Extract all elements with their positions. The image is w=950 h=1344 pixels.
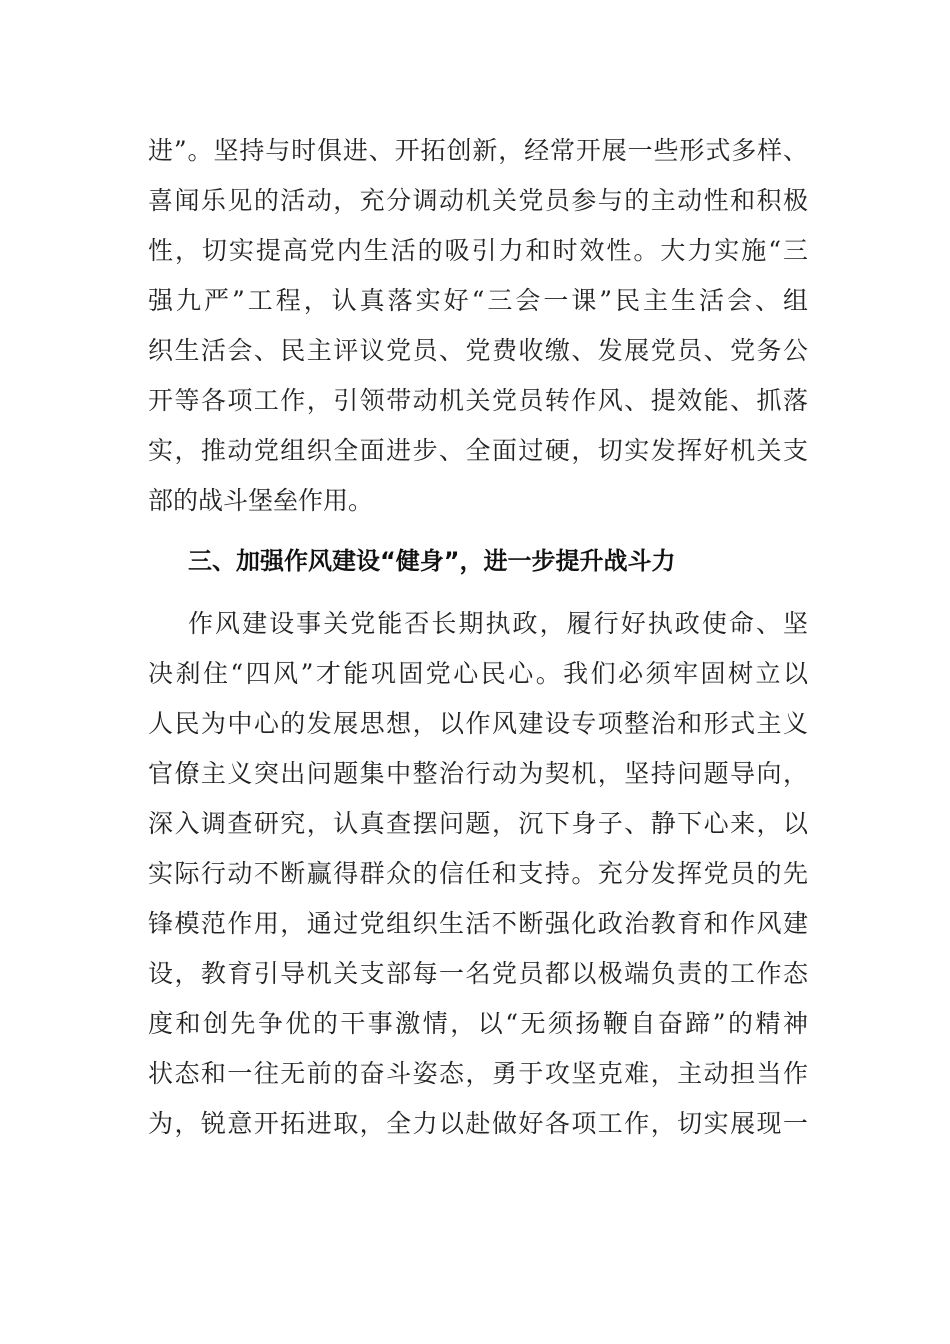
paragraph-line: 度和创先争优的干事激情，以“无须扬鞭自奋蹄”的精神	[148, 1009, 808, 1038]
paragraph-line: 深入调查研究，认真查摆问题，沉下身子、静下心来，以	[148, 809, 808, 838]
paragraph-continuation	[148, 126, 808, 526]
paragraph-line: 锋模范作用，通过党组织生活不断强化政治教育和作风建	[148, 909, 808, 938]
paragraph-line: 开等各项工作，引领带动机关党员转作风、提效能、抓落	[148, 386, 808, 415]
paragraph-line: 织生活会、民主评议党员、党费收缴、发展党员、党务公	[148, 336, 808, 365]
paragraph-body	[148, 599, 808, 1149]
paragraph-line: 设，教育引导机关支部每一名党员都以极端负责的工作态	[148, 959, 808, 988]
paragraph-line: 作风建设事关党能否长期执政，履行好执政使命、坚	[188, 609, 808, 638]
paragraph-line: 实际行动不断赢得群众的信任和支持。充分发挥党员的先	[148, 859, 808, 888]
section-heading: 三、加强作风建设“健身”，进一步提升战斗力	[188, 547, 676, 575]
paragraph-line: 实，推动党组织全面进步、全面过硬，切实发挥好机关支	[148, 436, 808, 465]
paragraph-line: 性，切实提高党内生活的吸引力和时效性。大力实施“三	[148, 236, 808, 265]
paragraph-line: 状态和一往无前的奋斗姿态，勇于攻坚克难，主动担当作	[148, 1059, 808, 1088]
paragraph-line: 进”。坚持与时俱进、开拓创新，经常开展一些形式多样、	[148, 136, 808, 165]
paragraph-line: 为，锐意开拓进取，全力以赴做好各项工作，切实展现一	[148, 1109, 808, 1138]
paragraph-line: 喜闻乐见的活动，充分调动机关党员参与的主动性和积极	[148, 186, 808, 215]
paragraph-line: 人民为中心的发展思想，以作风建设专项整治和形式主义	[148, 709, 808, 738]
paragraph-line: 决刹住“四风”才能巩固党心民心。我们必须牢固树立以	[148, 659, 808, 688]
paragraph-line: 官僚主义突出问题集中整治行动为契机，坚持问题导向，	[148, 759, 808, 788]
paragraph-line: 强九严”工程，认真落实好“三会一课”民主生活会、组	[148, 286, 808, 315]
paragraph-line: 部的战斗堡垒作用。	[148, 486, 374, 515]
